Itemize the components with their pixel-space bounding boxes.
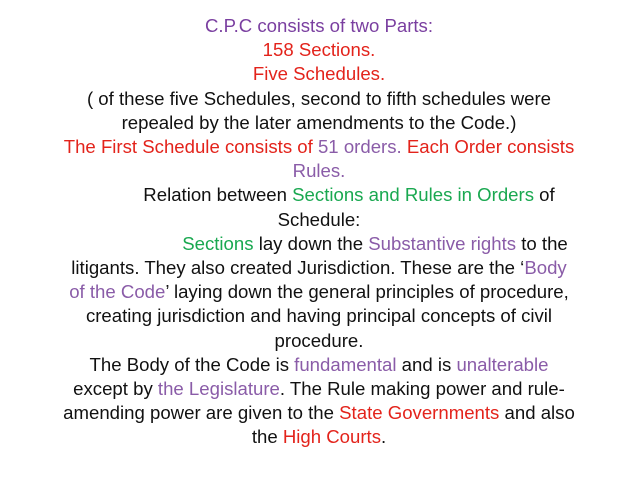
procedure-line bbox=[0, 329, 638, 353]
lay-down-text: lay down the bbox=[253, 232, 369, 254]
heading-text: C.P.C consists of two Parts: bbox=[204, 15, 434, 36]
the-text: the bbox=[251, 426, 283, 448]
schedule-text: Schedule: bbox=[277, 208, 361, 230]
jurisdiction-text: creating jurisdiction and having principal concepts of civil bbox=[85, 305, 553, 327]
first-schedule-line bbox=[0, 135, 638, 159]
litigants-text: litigants. They also created Jurisdiction. These are the ‘ bbox=[71, 257, 525, 279]
jurisdiction-line bbox=[0, 304, 638, 328]
state-governments-word: State Governments bbox=[339, 402, 500, 424]
note-line-1 bbox=[0, 87, 638, 111]
period-text: . bbox=[381, 426, 387, 448]
rule-making-text: . The Rule making power and rule- bbox=[279, 378, 565, 400]
and-is-text: and is bbox=[396, 353, 457, 375]
litigants-line bbox=[0, 256, 638, 280]
heading-line bbox=[0, 14, 638, 38]
to-the-text: to the bbox=[516, 232, 568, 254]
sections-count: 158 Sections. bbox=[262, 39, 376, 61]
procedure-text: procedure. bbox=[274, 329, 364, 351]
amending-text: amending power are given to the bbox=[63, 402, 340, 424]
legislature-word: the Legislature bbox=[157, 378, 280, 400]
except-by-text: except by bbox=[73, 378, 158, 400]
schedules-count: Five Schedules. bbox=[252, 63, 386, 85]
of-text: of bbox=[534, 184, 555, 206]
of-the-code-text: of the Code bbox=[69, 281, 166, 303]
relation-line bbox=[0, 183, 638, 207]
schedule-line bbox=[0, 208, 638, 232]
note-text-2: repealed by the later amendments to the Code.) bbox=[121, 111, 517, 133]
sections-rules-text: Sections and Rules in Orders bbox=[292, 184, 534, 206]
rules-line bbox=[0, 159, 638, 183]
body-word: Body bbox=[524, 257, 567, 279]
note-text-1: ( of these five Schedules, second to fifth schedules were bbox=[86, 87, 552, 109]
and-also-text: and also bbox=[499, 402, 575, 424]
body-fundamental-line bbox=[0, 353, 638, 377]
sections-line bbox=[0, 38, 638, 62]
sections-rights-line bbox=[0, 232, 638, 256]
of-the-code-line bbox=[0, 280, 638, 304]
legislature-line bbox=[0, 377, 638, 401]
principles-text: ’ laying down the general principles of procedure, bbox=[165, 281, 569, 303]
fundamental-word: fundamental bbox=[294, 353, 397, 375]
unalterable-word: unalterable bbox=[456, 353, 549, 375]
first-schedule-text: The First Schedule consists of bbox=[63, 136, 318, 158]
rules-text: Rules. bbox=[292, 160, 346, 182]
order-consists-text: Each Order consists bbox=[401, 136, 575, 158]
body-is-text: The Body of the Code is bbox=[89, 353, 295, 375]
orders-count: 51 orders. bbox=[317, 136, 402, 158]
note-line-2 bbox=[0, 111, 638, 135]
schedules-line bbox=[0, 62, 638, 86]
relation-text: Relation between bbox=[143, 184, 293, 206]
sections-word: Sections bbox=[182, 232, 254, 254]
high-courts-word: High Courts bbox=[282, 426, 381, 448]
substantive-rights-text: Substantive rights bbox=[368, 232, 517, 254]
high-courts-line bbox=[0, 425, 638, 449]
amending-line bbox=[0, 401, 638, 425]
